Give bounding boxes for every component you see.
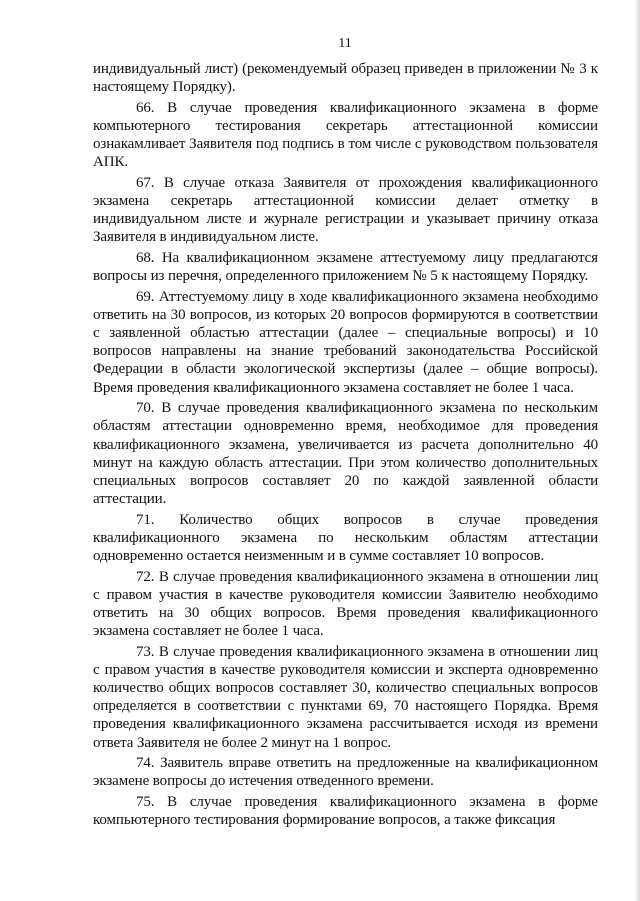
paragraph-70: 70. В случае проведения квалификационного экзамена по нескольким областям аттестации одновременно время, необходимое для проведения квалификационного экзамена, увеличивается из расчета дополнительно 40 минут на каждую область аттестации. При этом количество дополнительных специальных вопросов составляет 20 по каждой заявленной области аттестации. <box>93 400 598 508</box>
scan-edge-shadow <box>634 0 640 901</box>
paragraph-73: 73. В случае проведения квалификационного экзамена в отношении лиц с правом участия в качестве руководителя комиссии и эксперта одновременно количество общих вопросов составляет 30, количество специальных вопросов определяется в соответствии с пунктами 69, 70 настоящего Порядка. Время проведения квалификационного экзамена рассчитывается исходя из времени ответа Заявителя не более 2 минут на 1 вопрос. <box>93 643 598 751</box>
page-number: 11 <box>338 36 352 51</box>
paragraph-75: 75. В случае проведения квалификационного экзамена в форме компьютерного тестирования формирование вопросов, а также фиксация <box>93 793 598 829</box>
paragraph-69: 69. Аттестуемому лицу в ходе квалификационного экзамена необходимо ответить на 30 вопросов, из которых 20 вопросов формируются в соответствии с заявленной областью аттестации (далее – специальные вопросы) и 10 вопросов направлены на знание требований законодательства Российской Федерации в области экологической экспертизы (далее – общие вопросы). Время проведения квалификационного экзамена составляет не более 1 часа. <box>93 288 598 396</box>
document-body <box>93 60 598 832</box>
paragraph-66: 66. В случае проведения квалификационного экзамена в форме компьютерного тестирования секретарь аттестационной комиссии ознакамливает Заявителя под подпись в том числе с руководством пользователя АПК. <box>93 99 598 171</box>
paragraph-74: 74. Заявитель вправе ответить на предложенные на квалификационном экзамене вопросы до истечения отведенного времени. <box>93 755 598 790</box>
paragraph-71: 71. Количество общих вопросов в случае проведения квалификационного экзамена по нескольким областям аттестации одновременно остается неизменным и в сумме составляет 10 вопросов. <box>93 511 598 565</box>
paragraph-68: 68. На квалификационном экзамене аттестуемому лицу предлагаются вопросы из перечня, определенного приложением № 5 к настоящему Порядку. <box>93 249 598 285</box>
paragraph-72: 72. В случае проведения квалификационного экзамена в отношении лиц с правом участия в качестве руководителя комиссии Заявителю необходимо ответить на 30 общих вопросов. Время проведения квалификационного экзамена составляет не более 1 часа. <box>93 568 598 640</box>
paragraph-continuation: индивидуальный лист) (рекомендуемый образец приведен в приложении № 3 к настоящему Порядку). <box>93 61 598 96</box>
paragraph-67: 67. В случае отказа Заявителя от прохождения квалификационного экзамена секретарь аттестационной комиссии делает отметку в индивидуальном листе и журнале регистрации и указывает причину отказа Заявителя в индивидуальном листе. <box>93 174 598 246</box>
